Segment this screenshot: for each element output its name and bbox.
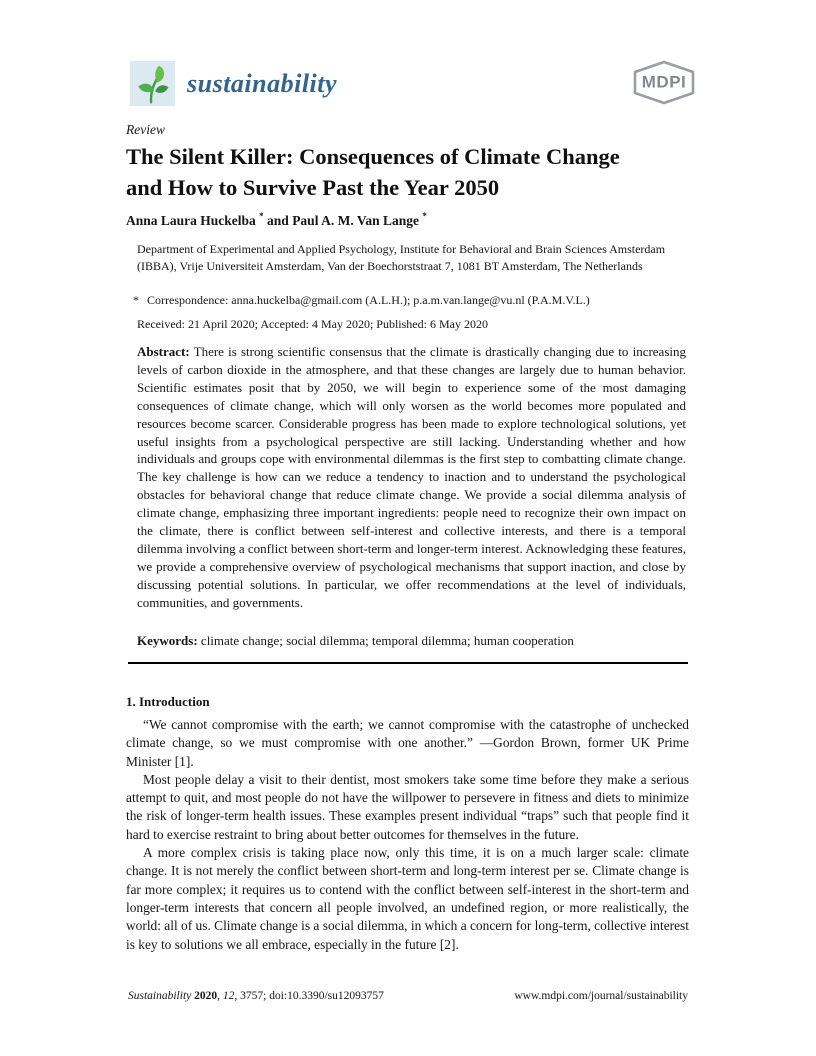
footer-year: 2020 <box>194 990 218 1002</box>
footer-separator: , <box>217 990 223 1002</box>
affiliation-text: Department of Experimental and Applied Psychology, Institute for Behavioral and Brain Sciences Amsterdam (IBBA), Vrije Universiteit Amsterdam, Van der Boechorststraat 7, 1081 BT Amsterdam, The Netherlands <box>137 242 666 273</box>
author-name-2: Paul A. M. Van Lange <box>292 213 419 228</box>
page-title <box>126 141 701 203</box>
author-asterisk-1: * <box>259 211 264 221</box>
paragraph: A more complex crisis is taking place now, only this time, it is on a much larger scale: climate change. It is not merely the conflict between short-term and long-term interest per se. Climate change is far more complex; it requires us to contend with the conflict between self-interest in the short-term and longer-term interests that concern all people involved, an undefined region, or more realistically, the world: all of us. Climate change is a social dilemma, in which a concern for long-term, collective interest is key to solutions we all embrace, especially in the future [2]. <box>126 845 689 952</box>
mdpi-logo-label: MDPI <box>639 72 690 92</box>
footer-journal-name: Sustainability <box>128 990 195 1002</box>
keywords-line <box>137 633 686 649</box>
abstract-label: Abstract: <box>137 344 190 359</box>
correspondence-asterisk: * <box>133 293 139 307</box>
author-join-text: and <box>263 213 293 228</box>
title-line-2: and How to Survive Past the Year 2050 <box>126 175 500 200</box>
authors-line <box>126 211 427 229</box>
abstract-paragraph <box>137 343 686 629</box>
keywords-label: Keywords: <box>137 633 198 648</box>
divider-rule <box>128 662 688 664</box>
correspondence-line <box>133 292 689 309</box>
journal-logo <box>130 61 337 106</box>
author-asterisk-2: * <box>422 211 427 221</box>
journal-logo-text: sustainability <box>187 68 338 98</box>
mdpi-logo <box>626 60 702 105</box>
author-name-1: Anna Laura Huckelba <box>126 213 256 228</box>
abstract-text: There is strong scientific consensus that the climate is drastically changing due to increasing levels of carbon dioxide in the atmosphere, and that these changes are largely due to human behavior. Scientific estimates posit that by 2050, we will begin to experience some of the most damaging consequences of climate change, which will only worsen as the world becomes more populated and resources become scarcer. Considerable progress has been made to explore technological solutions, yet useful insights from a psychological perspective are still lacking. Understanding whether and how individuals and groups cope with environmental dilemmas is the first step to combatting climate change. The key challenge is how can we reduce a tendency to inaction and to understand the psychological obstacles for behavioral change that reduce climate change. We provide a social dilemma analysis of climate change, emphasizing three important ingredients: people need to recognize their own impact on the climate, there is conflict between self-interest and collective interests, and there is a temporal dilemma involving a conflict between short-term and longer-term interest. Acknowledging these features, we provide a comprehensive overview of psychological mechanisms that support inaction, and close by discussing potential solutions. In particular, we offer recommendations at the level of individuals, communities, and governments. <box>137 344 686 610</box>
correspondence-text: Correspondence: anna.huckelba@gmail.com (A.L.H.); p.a.m.van.lange@vu.nl (P.A.M.V.L.) <box>147 293 590 307</box>
dates-line: Received: 21 April 2020; Accepted: 4 May 2020; Published: 6 May 2020 <box>137 317 488 331</box>
keywords-text: climate change; social dilemma; temporal dilemma; human cooperation <box>197 633 574 648</box>
footer-citation-rest: , 3757; doi:10.3390/su12093757 <box>234 990 384 1002</box>
article-type-label: Review <box>126 122 165 137</box>
footer-journal-url: www.mdpi.com/journal/sustainability <box>514 990 688 1002</box>
section-heading-introduction: 1. Introduction <box>126 694 210 709</box>
introduction-body <box>126 716 689 954</box>
page-footer <box>128 990 688 1002</box>
footer-volume: 12 <box>222 990 235 1002</box>
paragraph-quote: “We cannot compromise with the earth; we cannot compromise with the catastrophe of unchecked climate change, so we must compromise with one another.” —Gordon Brown, former UK Prime Minister [1]. <box>126 717 689 769</box>
plant-sprout-icon <box>130 61 175 106</box>
paragraph: Most people delay a visit to their dentist, most smokers take some time before they make a serious attempt to quit, and most people do not have the willpower to persevere in fitness and diets to minimize the risk of longer-term health issues. These examples present individual “traps” such that people find it hard to exercise restraint to bring about better outcomes for themselves in the future. <box>126 771 689 842</box>
title-line-1: The Silent Killer: Consequences of Climate Change <box>126 144 620 169</box>
footer-citation <box>128 990 384 1002</box>
